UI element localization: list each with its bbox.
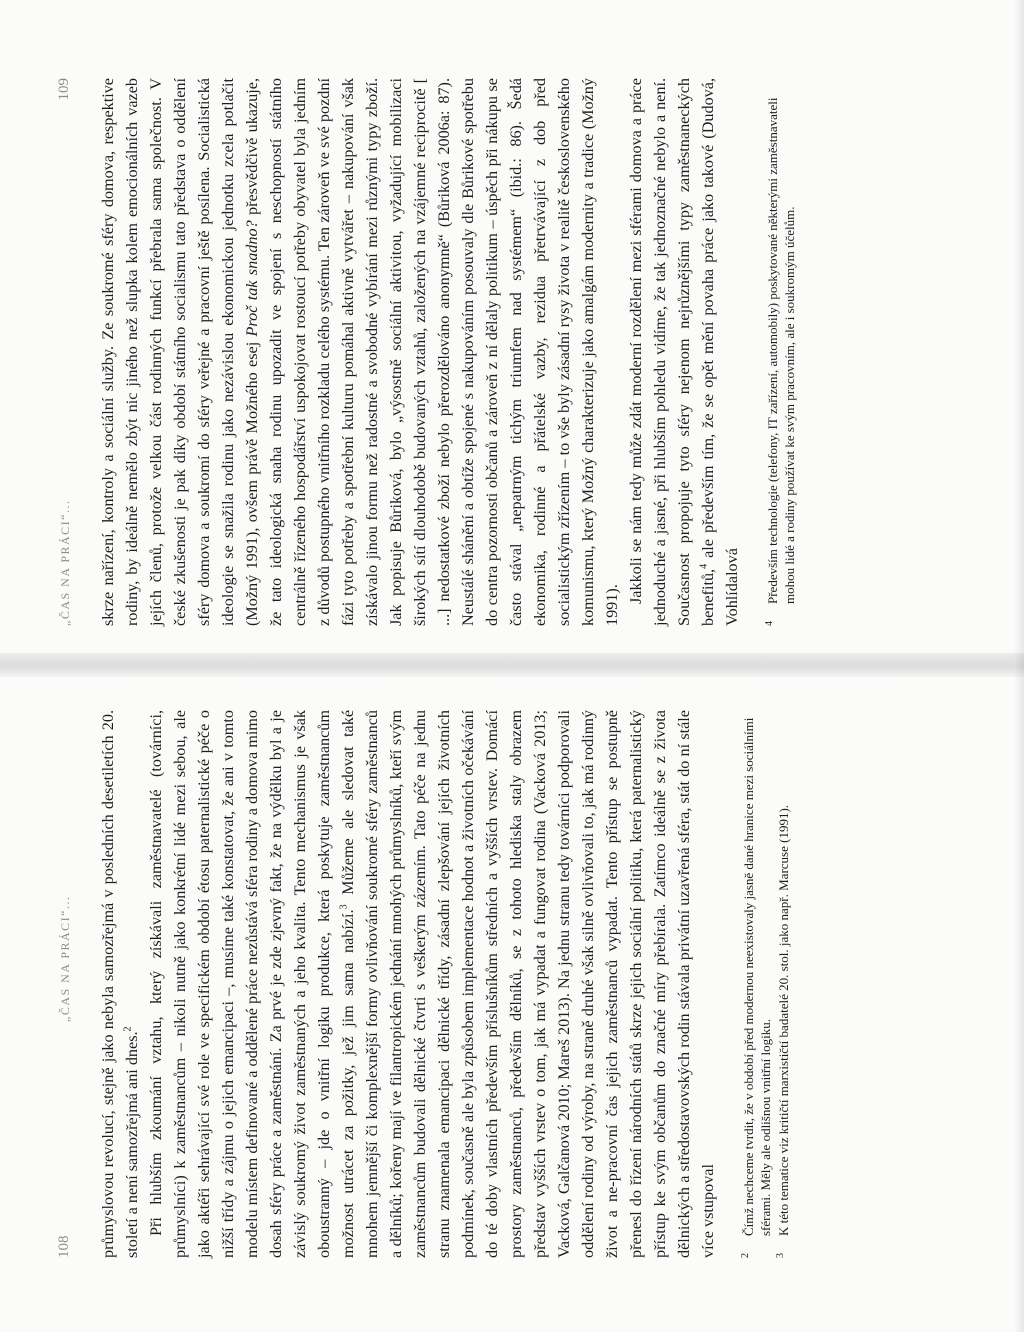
footnote-text: Čímž nechceme tvrdit, že v období před modernou neexistovaly jasně dané hranice mezi sociálními sférami. Měly ale odlišnou vnitřní logiku. [741, 717, 773, 1236]
paragraph [144, 710, 720, 1258]
text-span: přesvědčivě ukazuje, že tato ideologická snaha rodinu upozadit ve spojení s neschopností státního centrálně řízeného hospodářství uspokojovat rostoucí potřeby obyvatel byla jedním z důvodů postupného vnitřního rozkladu celého systému. Ten zároveň ve své pozdní fázi tyto potřeby a spotřební kulturu pomáhal aktivně vytvářet – nakupování však získávalo jinou formu než radostné a svobodné vybírání mezi různými typy zboží. Jak popisuje Bůriková, bylo „výsostně sociální aktivitou, vyžadující mobilizaci širokých sítí dlouhodobě budovaných vztahů, založených na vzájemné reciprocitě [ ...] nedostatkové zboží nebylo přerozdělováno anonymně“ (Bůriková 2006a: 87). Neustálé shánění a obtíže spojené s nakupováním posouvaly dle Bůrikové spotřebu do centra pozornosti občanů a zároveň z ní dělaly politikum – úspěch při nákupu se často stával „nepatrným tichým triumfem nad systémem“ (ibid.: 86). Šedá ekonomika, rodinné a přátelské vazby, rezidua přetrvávající z dob před socialistickým zřízením – to vše byly zásadní rysy života v realitě československého komunismu, který Možný charakterizuje jako amalgám modernity a tradice (Možný 1991). [243, 78, 621, 626]
footnote [740, 710, 774, 1258]
footnotes [764, 78, 798, 626]
text-span: průmyslovou revolucí, stejně jako nebyla samozřejmá v posledních desetiletích 20. století a není samozřejmá ani dnes. [99, 710, 141, 1258]
footnote [775, 710, 792, 1258]
text-span: Můžeme ale sledovat také mnohem jemnější či komplexnější formy ovlivňování soukromé sféry zaměstnanců a dělníků; kořeny mají ve filantropickém jednání mnohých průmyslníků, kteří svým zaměstnancům budovali dělnické čtvrti s veškerým zázemím. Tato péče na jednu stranu znamenala emancipaci dělnické třídy, zásadní zlepšování jejích životních podmínek, současně ale byla způsobem implementace hodnot a životních očekávání do té doby vlastních především příslušníkům středních a vyšších vrstev. Domácí prostory zaměstnanců, především dělníků, se z tohoto hlediska staly obrazem představ vyšších vrstev o tom, jak má vypadat a fungovat rodina (Vacková 2013; Vacková, Galčanová 2010; Mareš 2013). Na jednu stranu tedy továrníci podporovali oddělení rodiny od výroby, na straně druhé však silně ovlivňovali to, jak má rodinný život a ne-pracovní čas jejich zaměstnanců vypadat. Tento přístup se postupně přenesl do řízení národních států skrze jejich sociální politiku, která paternalistický přístup ke svým občanům do značné míry přebírala. Zatímco ideálně se z života dělnických a středostavovských rodin stávala privátní uzavřená sféra, stát do ní stále více vstupoval [339, 709, 717, 1258]
footnote-ref: 4 [698, 563, 710, 569]
running-head: „ČAS NA PRÁCI“... [58, 895, 72, 1022]
footnote-ref: 3 [338, 904, 350, 910]
page-header [56, 710, 96, 1258]
text-span: ale především tím, že se opět mění povaha práce jako takové (Dudová, Vohlídalová [699, 78, 741, 626]
page-number: 108 [56, 1235, 72, 1258]
scan-edge-shadow [1014, 0, 1024, 1332]
footnote-text: K této tematice viz kritičtí marxističtí badatelé 20. stol. jako např. Marcuse (1991). [776, 804, 791, 1236]
footnotes [740, 710, 792, 1258]
footnote [764, 78, 798, 626]
page-number: 109 [56, 78, 72, 101]
page-header [56, 78, 96, 626]
footnote-number: 4 [764, 621, 775, 626]
footnote-ref: 2 [122, 1026, 134, 1032]
running-head: „ČAS NA PRÁCI“... [58, 499, 72, 626]
text-span: Při hlubším zkoumání vztahu, který získávali zaměstnavatelé (továrníci, průmyslníci) k zaměstnancům – nikoli nutně jako konkrétní lidé mezi sebou, ale jako aktéři sehrávající své role ve specifickém období étosu paternalistické péče o nižší třídy a zájmu o jejich emancipaci –, musíme také konstatovat, že ani v tomto modelu místem definované a oddělené práce nezůstává sféra rodiny a domova mimo dosah sféry práce a zaměstnání. Za prvé je zde zjevný fakt, že na výdělku byl a je závislý soukromý život zaměstnaných a jeho kvalita. Tento mechanismus je však oboustranný – jde o vnitřní logiku produkce, která poskytuje zaměstnancům možnost utrácet za požitky, jež jim sama nabízí. [147, 710, 357, 1258]
book-title: Proč tak snadno? [243, 220, 261, 337]
paragraph [624, 78, 744, 626]
paragraph [96, 710, 144, 1258]
text-span: Jakkoli se nám tedy může zdát moderní rozdělení mezi sférami domova a práce jednoduché a jasné, při hlubším pohledu vidíme, že tak jednoznačné nebylo a není. Současnost propojuje tyto sféry nejenom nejrůznějšími typy zaměstnaneckých benefitů, [627, 78, 717, 626]
page-left [0, 666, 1024, 1332]
footnote-text: Především technologie (telefony, IT zařízení, automobily) poskytované některými zaměstnavateli mohou lidé a rodiny používat ke svým pracovním, ale i soukromým účelům. [765, 97, 797, 604]
text-span: skrze nařízení, kontroly a sociální služby. Ze soukromé sféry domova, respektive rodiny, by ideálně nemělo zbýt nic jiného než slupka kolem emocionálních vazeb jejích členů, protože velkou část rodinných funkcí přebrala sama společnost. V české zkušenosti je pak díky období státního socialismu tato představa o oddělení sféry domova a soukromí do sféry veřejné a pracovní ještě posílena. Socialistická ideologie se snažila rodinu jako nezávislou ekonomickou jednotku zcela potlačit (Možný 1991), ovšem právě Možného esej [99, 78, 261, 626]
footnote-number: 2 [740, 1253, 751, 1258]
footnote-number: 3 [775, 1253, 786, 1258]
paragraph [96, 78, 624, 626]
